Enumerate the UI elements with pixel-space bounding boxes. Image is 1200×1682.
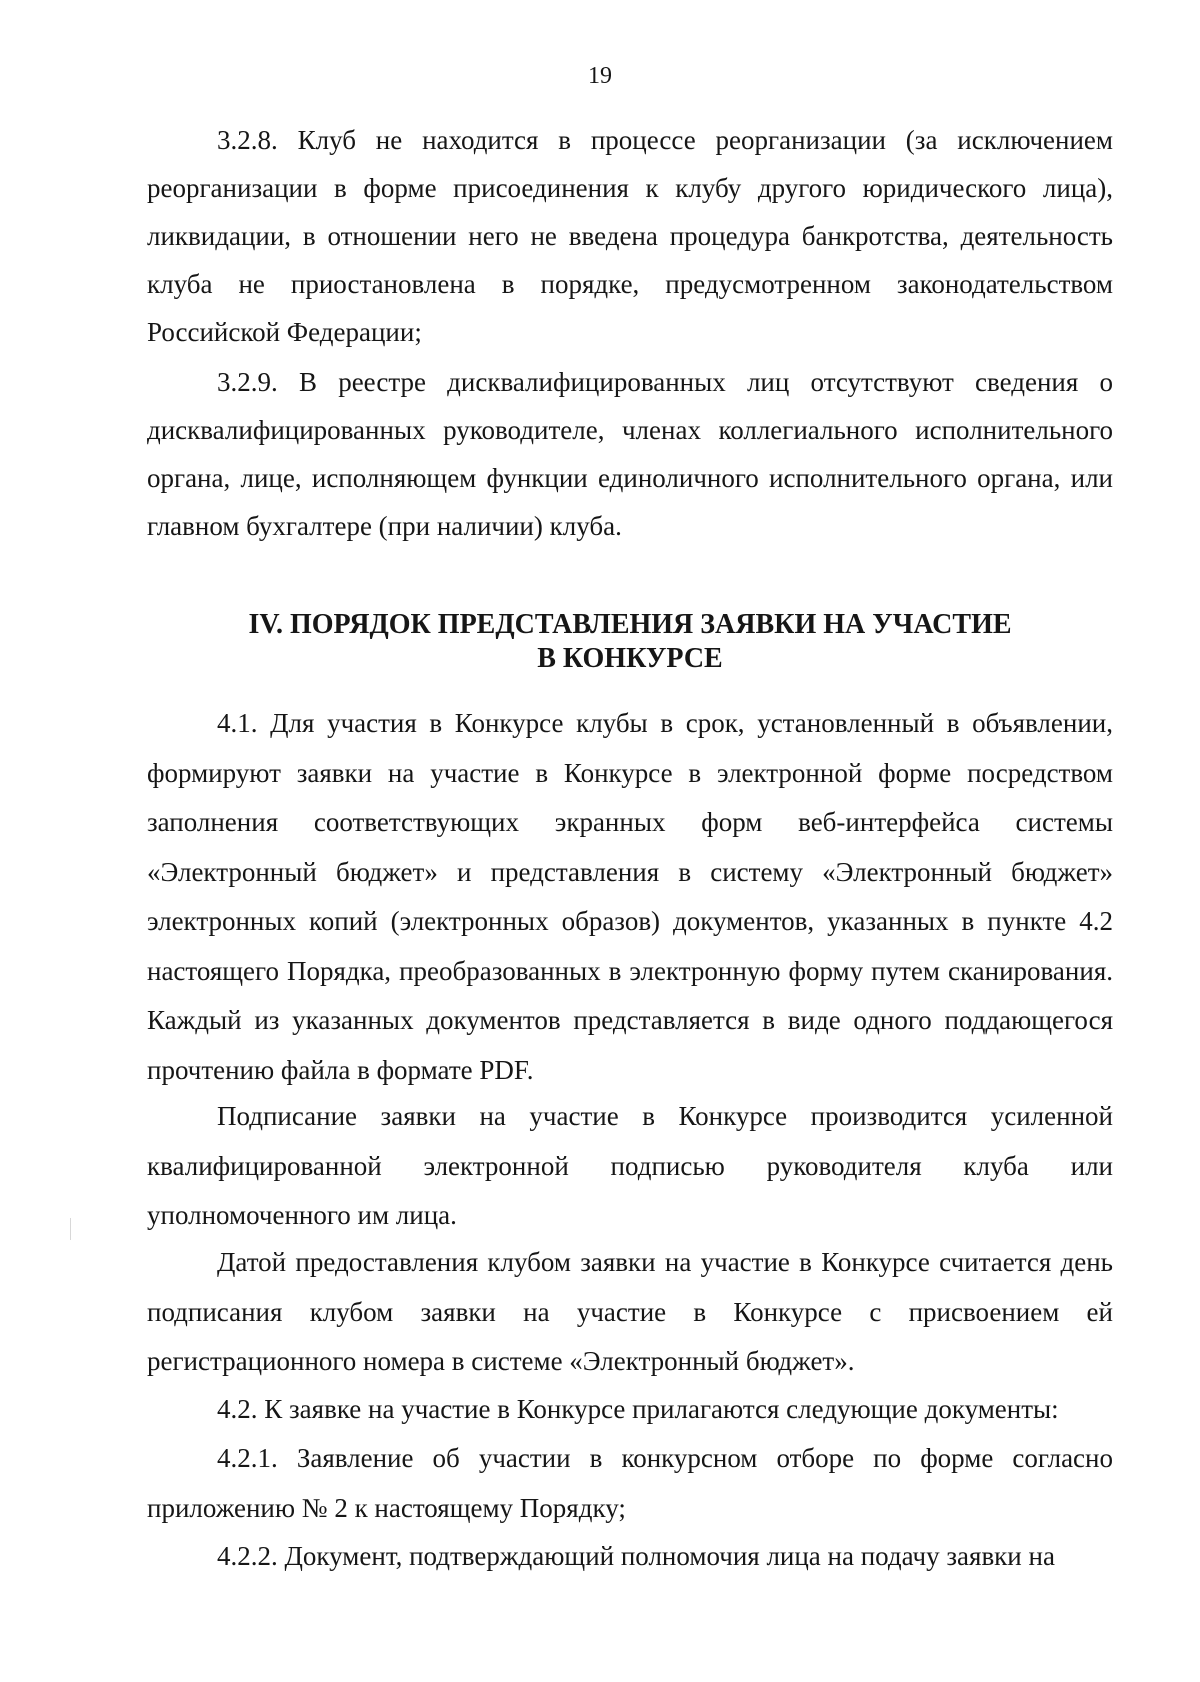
paragraph-3-2-8-block [147, 116, 1113, 356]
paragraph-3-2-9-block [147, 358, 1113, 550]
scan-margin-mark [70, 1218, 71, 1240]
paragraph-4-2-1: 4.2.1. Заявление об участии в конкурсном отборе по форме согласно приложению № 2 к настоящему Порядку; [147, 1443, 1113, 1523]
section-heading-line-1: IV. ПОРЯДОК ПРЕДСТАВЛЕНИЯ ЗАЯВКИ НА УЧАСТИЕ [248, 609, 1012, 640]
paragraph-date-block [147, 1238, 1113, 1387]
paragraph-4-2: 4.2. К заявке на участие в Конкурсе прилагаются следующие документы: [217, 1394, 1059, 1424]
paragraph-4-2-2-block [147, 1532, 1113, 1582]
paragraph-4-2-block [147, 1385, 1113, 1435]
paragraph-signing: Подписание заявки на участие в Конкурсе производится усиленной квалифицированной электронной подписью руководителя клуба или уполномоченного им лица. [147, 1101, 1113, 1230]
section-heading [147, 608, 1113, 676]
paragraph-4-2-2: 4.2.2. Документ, подтверждающий полномочия лица на подачу заявки на [217, 1541, 1055, 1571]
paragraph-4-1: 4.1. Для участия в Конкурсе клубы в срок, установленный в объявлении, формируют заявки на участие в Конкурсе в электронной форме посредством заполнения соответствующих экранных форм веб-интерфейса системы «Электронный бюджет» и представления в систему «Электронный бюджет» электронных копий (электронных образов) документов, указанных в пункте 4.2 настоящего Порядка, преобразованных в электронную форму путем сканирования. Каждый из указанных документов представляется в виде одного поддающегося прочтению файла в формате PDF. [147, 708, 1113, 1085]
paragraph-4-1-block [147, 699, 1113, 1095]
paragraph-3-2-9: 3.2.9. В реестре дисквалифицированных лиц отсутствуют сведения о дисквалифицированных руководителе, членах коллегиального исполнительного органа, лице, исполняющем функции единоличного исполнительного органа, или главном бухгалтере (при наличии) клуба. [147, 367, 1113, 541]
section-heading-line-2: В КОНКУРСЕ [537, 643, 723, 674]
page-number: 19 [588, 63, 612, 89]
paragraph-4-2-1-block [147, 1434, 1113, 1533]
paragraph-date: Датой предоставления клубом заявки на участие в Конкурсе считается день подписания клубом заявки на участие в Конкурсе с присвоением ей регистрационного номера в системе «Электронный бюджет». [147, 1247, 1113, 1376]
paragraph-signing-block [147, 1092, 1113, 1241]
paragraph-3-2-8: 3.2.8. Клуб не находится в процессе реорганизации (за исключением реорганизации в форме присоединения к клубу другого юридического лица), ликвидации, в отношении него не введена процедура банкротства, деятельность клуба не приостановлена в порядке, предусмотренном законодательством Российской Федерации; [147, 125, 1113, 347]
